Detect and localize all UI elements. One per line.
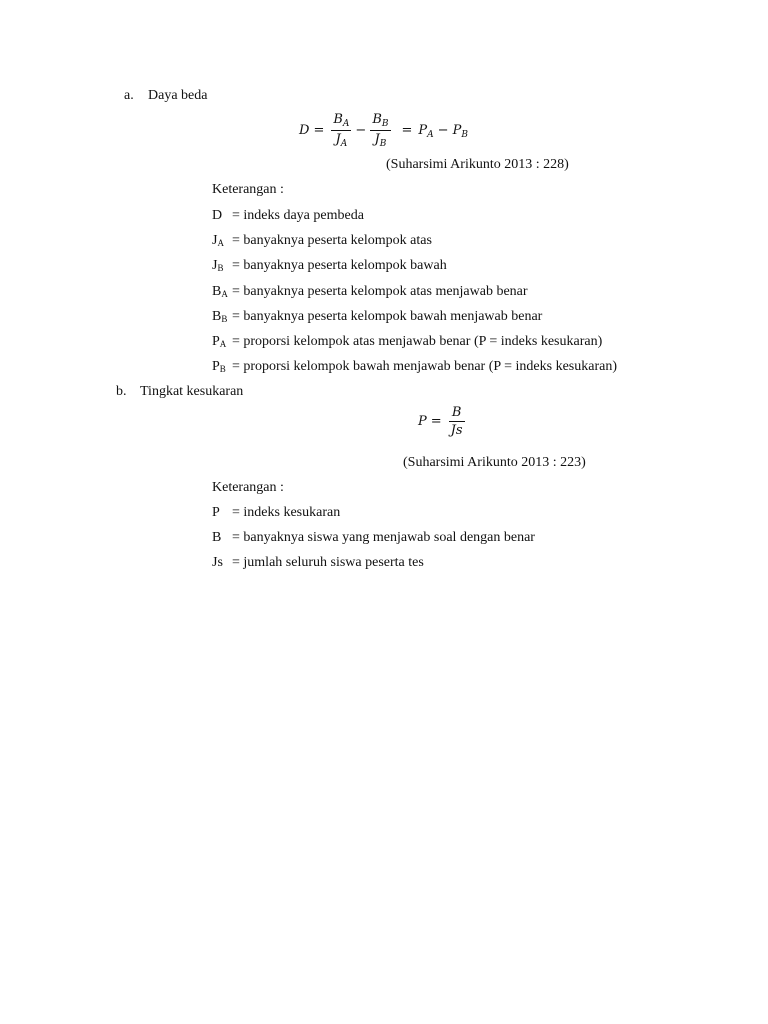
keterangan-description: = jumlah seluruh siswa peserta tes bbox=[232, 555, 424, 571]
keterangan-description: = banyaknya peserta kelompok atas bbox=[232, 233, 432, 249]
section-b-title: Tingkat kesukaran bbox=[140, 384, 244, 399]
formula-rhs-pa: $P_A$ bbox=[418, 123, 434, 140]
formula-equals: = bbox=[430, 414, 442, 429]
keterangan-label-a: Keterangan : bbox=[212, 182, 284, 197]
keterangan-symbol: D bbox=[212, 208, 223, 223]
keterangan-item bbox=[212, 232, 432, 250]
keterangan-description: = banyaknya siswa yang menjawab soal dengan benar bbox=[232, 530, 535, 546]
keterangan-symbol: $B_A$ bbox=[212, 283, 228, 299]
daya-beda-formula bbox=[299, 112, 468, 149]
frac1-denominator: J bbox=[335, 132, 341, 147]
keterangan-symbol: $P_A$ bbox=[212, 334, 227, 349]
formula-lhs: P bbox=[418, 414, 427, 429]
formula-equals: = bbox=[401, 123, 413, 138]
fraction-b-js bbox=[449, 405, 465, 438]
keterangan-item bbox=[212, 257, 447, 275]
section-b-heading bbox=[116, 383, 243, 401]
keterangan-symbol: $J_B$ bbox=[212, 258, 224, 274]
tingkat-kesukaran-formula bbox=[418, 405, 468, 438]
section-a-marker: a. bbox=[124, 88, 134, 103]
formula-minus: − bbox=[437, 123, 449, 138]
keterangan-symbol: B bbox=[212, 530, 222, 546]
keterangan-symbol: $J_A$ bbox=[212, 233, 224, 249]
formula-lhs: D bbox=[299, 123, 310, 138]
formula-rhs-pb: $P_B$ bbox=[452, 123, 468, 140]
frac2-numerator: B bbox=[372, 112, 382, 127]
keterangan-item bbox=[212, 283, 528, 301]
keterangan-symbol: $P_B$ bbox=[212, 359, 226, 375]
fraction-bb-jb: $\frac{B_B}{J_B}$ bbox=[372, 112, 389, 149]
fraction-numerator: B bbox=[451, 405, 462, 420]
formula-minus: − bbox=[355, 123, 367, 138]
keterangan-description: = banyaknya peserta kelompok bawah menjawab benar bbox=[232, 308, 543, 324]
keterangan-label-b: Keterangan : bbox=[212, 480, 284, 495]
keterangan-description: = indeks daya pembeda bbox=[232, 208, 364, 223]
citation-b: (Suharsimi Arikunto 2013 : 223) bbox=[403, 455, 586, 470]
keterangan-description: = proporsi kelompok atas menjawab benar (P = indeks kesukaran) bbox=[232, 334, 603, 349]
frac2-denominator: J bbox=[374, 132, 380, 147]
keterangan-symbol: $B_B$ bbox=[212, 308, 228, 324]
keterangan-symbol: P bbox=[212, 505, 220, 520]
keterangan-description: = banyaknya peserta kelompok atas menjawab benar bbox=[232, 283, 528, 299]
fraction-denominator: Js bbox=[450, 423, 463, 438]
section-b-marker: b. bbox=[116, 384, 127, 399]
frac1-numerator: B bbox=[333, 112, 343, 127]
keterangan-item bbox=[212, 529, 535, 547]
keterangan-description: = banyaknya peserta kelompok bawah bbox=[232, 258, 447, 274]
keterangan-item bbox=[212, 308, 542, 326]
keterangan-symbol: Js bbox=[212, 555, 223, 571]
section-a-heading bbox=[124, 87, 207, 105]
keterangan-item bbox=[212, 207, 364, 225]
keterangan-item bbox=[212, 333, 602, 351]
section-a-title: Daya beda bbox=[148, 88, 208, 103]
keterangan-description: = indeks kesukaran bbox=[232, 505, 341, 520]
keterangan-description: = proporsi kelompok bawah menjawab benar (P = indeks kesukaran) bbox=[232, 359, 617, 375]
keterangan-item bbox=[212, 358, 617, 376]
fraction-ba-ja: $\frac{B_A}{J_A}$ bbox=[333, 112, 350, 149]
keterangan-item bbox=[212, 504, 340, 522]
citation-a: (Suharsimi Arikunto 2013 : 228) bbox=[386, 157, 569, 172]
formula-equals: = bbox=[313, 123, 325, 138]
keterangan-item bbox=[212, 554, 424, 572]
